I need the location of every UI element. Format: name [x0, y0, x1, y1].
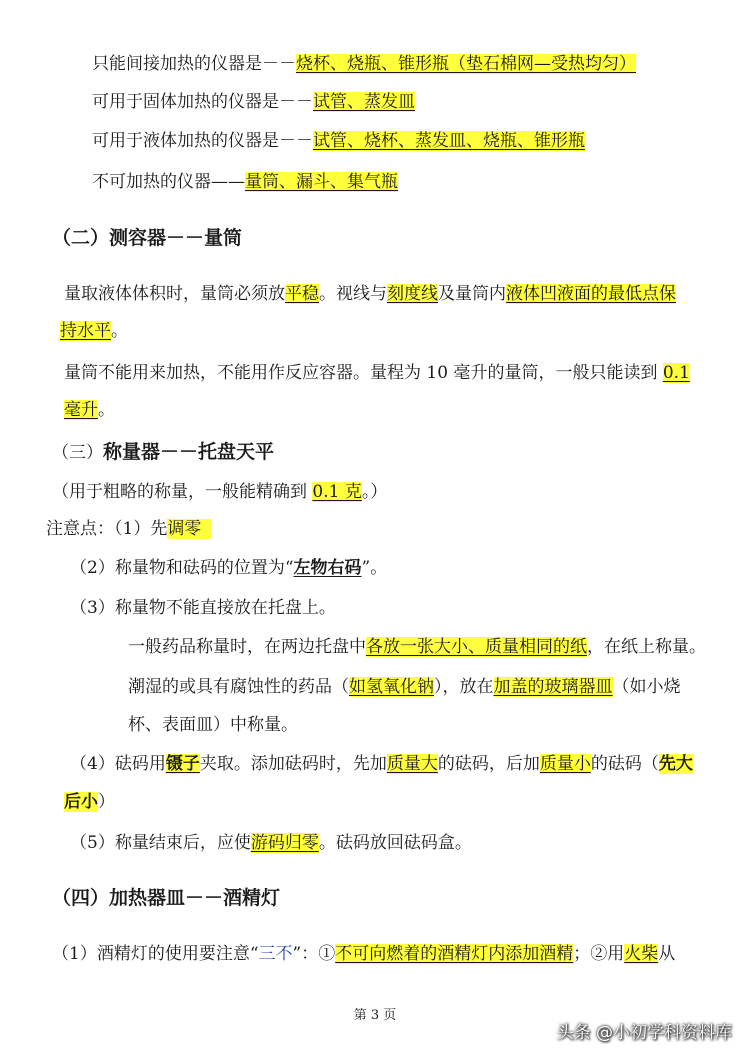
section2-title: （二）测容器－－量筒	[52, 227, 243, 249]
text: （用于粗略的称量，一般能精确到	[52, 482, 313, 502]
section3-item3b-line2: 杯、表面皿）中称量。	[128, 715, 298, 735]
three-no-text: 三不	[258, 944, 293, 964]
highlight-meniscus: 液体凹液面的最低点保	[506, 284, 676, 304]
text: 从	[658, 944, 676, 964]
section3-item3: （3）称量物不能直接放在托盘上。	[70, 598, 336, 618]
text: 一般药品称量时，在两边托盘中	[128, 637, 366, 657]
text: 量取液体体积时，量筒必须放	[64, 284, 285, 304]
highlight-heavy: 质量大	[386, 754, 438, 774]
heating-liquid-prefix: 可用于液体加热的仪器是－－	[92, 131, 313, 151]
text: 。	[111, 321, 128, 341]
highlight-stable: 平稳	[285, 284, 319, 304]
highlight-precision-gram: 0.1 克	[312, 482, 362, 502]
heating-none-answer: 量筒、漏斗、集气瓶	[245, 172, 398, 192]
section2-p2-line1	[64, 361, 690, 385]
section3-item4-line1	[70, 752, 693, 776]
section3-attention	[46, 517, 211, 541]
text: 注意点：（1）先	[46, 519, 168, 539]
text: ；②用	[573, 944, 625, 964]
text: 量筒不能用来加热，不能用作反应容器。量程为 10 毫升的量筒，一般只能读到	[64, 363, 663, 383]
text: 的砝码（	[590, 754, 659, 774]
highlight-tweezers: 镊子	[165, 754, 200, 774]
text: ”：①	[292, 944, 336, 964]
text: （4）砝码用	[70, 754, 166, 774]
text: （5）称量结束后，应使	[70, 833, 251, 853]
heating-liquid-answer: 试管、烧杯、蒸发皿、烧瓶、锥形瓶	[313, 131, 585, 151]
highlight-big-first: 先大	[658, 754, 693, 774]
section3-item4-line2	[64, 790, 115, 814]
text: ）	[98, 792, 115, 812]
highlight-zero: 调零	[167, 519, 211, 539]
heating-solid-line	[92, 90, 415, 114]
watermark: 头条 @小初学科资料库	[556, 1023, 732, 1043]
text: 。视线与	[319, 284, 387, 304]
heating-none-prefix: 不可加热的仪器——	[92, 172, 245, 192]
text: （如小烧	[612, 677, 681, 697]
section3-note	[52, 480, 387, 504]
section4-title: （四）加热器皿－－酒精灯	[52, 887, 281, 909]
highlight-light: 质量小	[539, 754, 591, 774]
section3-item2	[70, 556, 387, 580]
highlight-precision: 0.1	[662, 363, 690, 383]
text: 潮湿的或具有腐蚀性的药品（	[128, 677, 349, 697]
heating-solid-prefix: 可用于固体加热的仪器是－－	[92, 92, 313, 112]
page-number: 第 3 页	[353, 1008, 397, 1023]
text: ”。	[361, 558, 388, 578]
text: ），放在	[434, 677, 494, 697]
text: 称量器－－托盘天平	[103, 441, 275, 463]
heating-indirect-answer: 烧杯、烧瓶、锥形瓶（垫石棉网—受热均匀）	[296, 54, 636, 74]
heating-none-line	[92, 170, 398, 194]
highlight-level: 持水平	[60, 321, 111, 341]
text: （2）称量物和砝码的位置为“	[70, 558, 294, 578]
text: （1）酒精灯的使用要注意“	[52, 944, 259, 964]
section3-item3a	[128, 635, 706, 659]
heating-indirect-line	[92, 52, 636, 76]
text: 。）	[361, 482, 388, 502]
text: 的砝码，后加	[437, 754, 540, 774]
highlight-paper: 各放一张大小、质量相同的纸	[366, 637, 587, 657]
highlight-match: 火柴	[624, 944, 659, 964]
section2-p1-line2	[60, 319, 128, 343]
section3-item3b-line1	[128, 675, 681, 699]
highlight-scale-line: 刻度线	[387, 284, 438, 304]
highlight-glass-vessel: 加盖的玻璃器皿	[493, 677, 613, 697]
section3-item5	[70, 831, 472, 855]
heating-indirect-prefix: 只能间接加热的仪器是－－	[92, 54, 296, 74]
text: ，在纸上称量。	[587, 637, 706, 657]
text: 。	[98, 400, 115, 420]
heating-liquid-line	[92, 129, 585, 153]
section2-p1-line1	[64, 282, 676, 306]
highlight-unit: 毫升	[64, 400, 98, 420]
section3-title	[52, 440, 274, 465]
text: 夹取。添加砝码时，先加	[199, 754, 387, 774]
section2-p2-line2	[64, 398, 115, 422]
highlight-small-after: 后小	[64, 792, 98, 812]
text: 及量筒内	[438, 284, 506, 304]
highlight-rider-zero: 游码归零	[250, 833, 319, 853]
highlight-left-object: 左物右码	[293, 558, 362, 578]
heating-solid-answer: 试管、蒸发皿	[313, 92, 415, 112]
section4-item1	[52, 942, 675, 966]
text: （三）	[52, 443, 103, 463]
highlight-naoh: 如氢氧化钠	[349, 677, 434, 697]
highlight-no-refill: 不可向燃着的酒精灯内添加酒精	[335, 944, 574, 964]
text: 。砝码放回砝码盒。	[318, 833, 472, 853]
